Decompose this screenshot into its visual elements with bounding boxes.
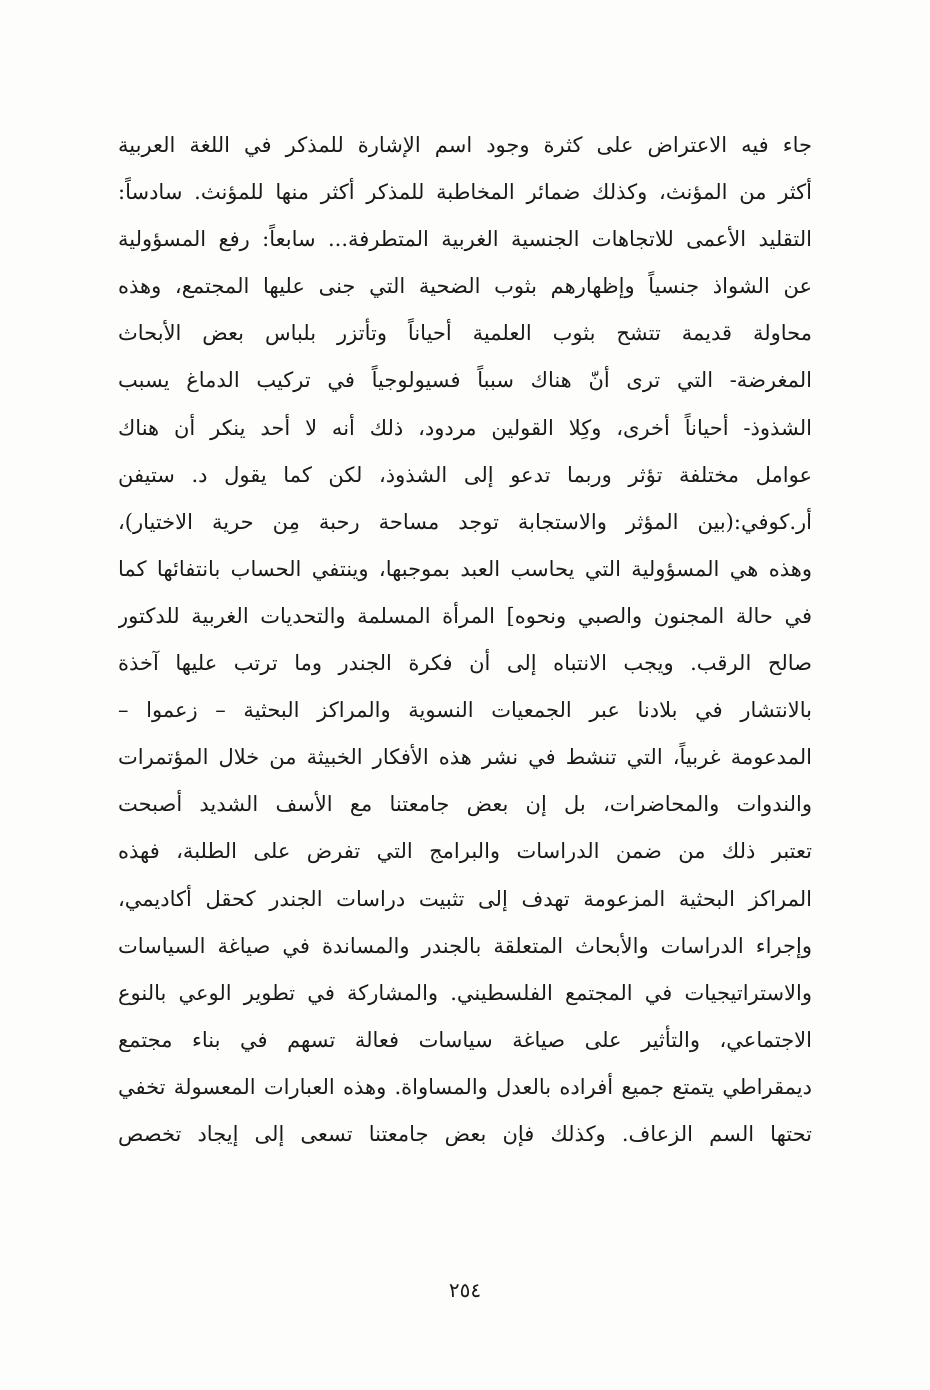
text-line: والندوات والمحاضرات، بل إن بعض جامعتنا مع الأسف الشديد أصبحت [118,792,812,817]
text-line: تعتبر ذلك من ضمن الدراسات والبرامج التي تفرض على الطلبة، فهذه [118,839,812,864]
text-line: بالانتشار في بلادنا عبر الجمعيات النسوية والمراكز البحثية – زعموا – [118,698,812,723]
text-line: في حالة المجنون والصبي ونحوه] المرأة المسلمة والتحديات الغربية للدكتور [118,603,812,628]
text-line: المدعومة غربياً، التي تنشط في نشر هذه الأفكار الخبيثة من خلال المؤتمرات [118,745,812,770]
text-line: المراكز البحثية المزعومة تهدف إلى تثبيت دراسات الجندر كحقل أكاديمي، [118,886,812,911]
text-line: وهذه هي المسؤولية التي يحاسب العبد بموجبها، وينتفي الحساب بانتفائها كما [118,556,812,581]
text-line: المغرضة- التي ترى أنّ هناك سبباً فسيولوجياً في تركيب الدماغ يسبب [118,368,812,393]
text-line: عوامل مختلفة تؤثر وربما تدعو إلى الشذوذ، لكن كما يقول د. ستيفن [118,462,812,487]
text-line: والاستراتيجيات في المجتمع الفلسطيني. والمشاركة في تطوير الوعي بالنوع [118,980,812,1005]
text-line: عن الشواذ جنسياً وإظهارهم بثوب الضحية التي جنى عليها المجتمع، وهذه [118,274,812,299]
text-line: تحتها السم الزعاف. وكذلك فإن بعض جامعتنا تسعى إلى إيجاد تخصص [118,1121,812,1146]
text-line: محاولة قديمة تتشح بثوب العلمية أحياناً وتأتزر بلباس بعض الأبحاث [118,321,812,346]
text-line: وإجراء الدراسات والأبحاث المتعلقة بالجندر والمساندة في صياغة السياسات [118,933,812,958]
page-number: ٢٥٤ [448,1278,482,1302]
text-line: أكثر من المؤنث، وكذلك ضمائر المخاطبة للمذكر أكثر منها للمؤنث. سادساً: [118,180,812,205]
body-text [118,122,812,1158]
text-line: صالح الرقب. ويجب الانتباه إلى أن فكرة الجندر وما ترتب عليها آخذة [118,651,812,676]
text-line: ديمقراطي يتمتع جميع أفراده بالعدل والمساواة. وهذه العبارات المعسولة تخفي [118,1074,812,1099]
text-line: الشذوذ- أحياناً أخرى، وكِلا القولين مردود، ذلك أنه لا أحد ينكر أن هناك [118,415,812,440]
text-line: جاء فيه الاعتراض على كثرة وجود اسم الإشارة للمذكر في اللغة العربية [118,133,812,157]
text-line: الاجتماعي، والتأثير على صياغة سياسات فعالة تسهم في بناء مجتمع [118,1027,812,1052]
text-line: التقليد الأعمى للاتجاهات الجنسية الغربية المتطرفة... سابعاً: رفع المسؤولية [118,227,812,252]
text-line: أر.كوفي:(بين المؤثر والاستجابة توجد مساحة رحبة مِن حرية الاختيار)، [118,509,812,534]
